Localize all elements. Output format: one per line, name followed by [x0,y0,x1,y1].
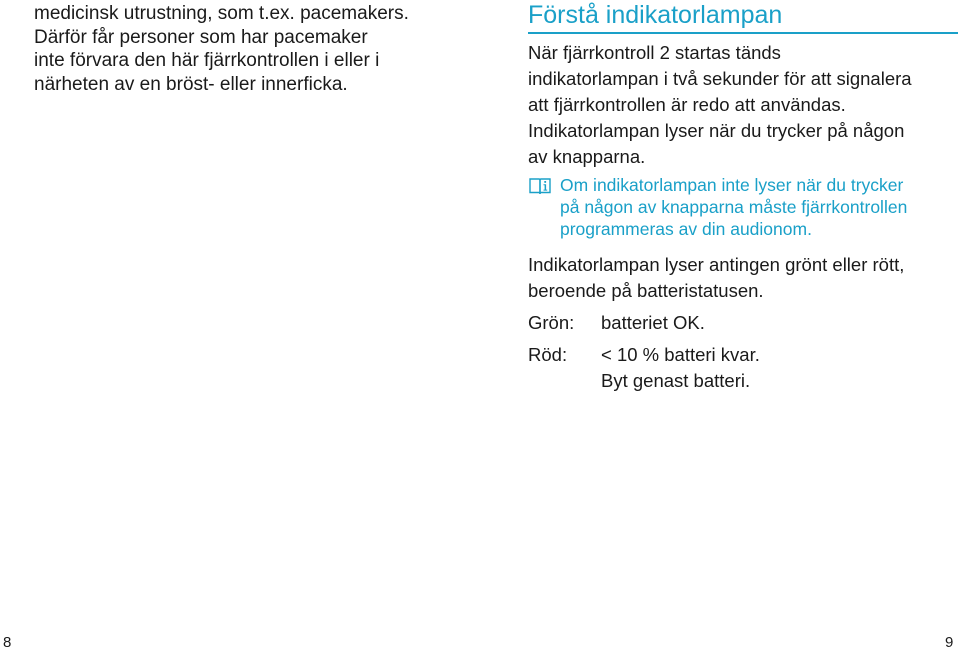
info-note [528,174,960,240]
status-value-line: Byt genast batteri. [601,370,751,391]
battery-status-list [528,310,960,394]
paragraph-line: av knapparna. [528,146,646,167]
info-book-icon [528,176,552,196]
paragraph-line: beroende på batteristatusen. [528,280,764,301]
page-number-left: 8 [3,634,12,651]
intro-paragraph [528,40,960,170]
title-divider [528,32,958,34]
battery-paragraph [528,252,960,304]
left-text-line: medicinsk utrustning, som t.ex. pacemakers. [34,3,409,24]
note-line: programmeras av din audionom. [560,219,812,239]
paragraph-line: att fjärrkontrollen är redo att användas. [528,94,846,115]
status-label: Röd: [528,344,568,365]
status-label: Grön: [528,312,575,333]
page-number-right: 9 [945,634,954,651]
left-column-text [34,2,454,96]
paragraph-line: När fjärrkontroll 2 startas tänds [528,42,781,63]
status-value [601,342,760,394]
note-line: Om indikatorlampan inte lyser när du trycker [560,175,904,195]
status-row-green [528,310,960,336]
indicator-section [528,0,960,400]
status-value-line: < 10 % batteri kvar. [601,344,760,365]
paragraph-line: indikatorlampan i två sekunder för att signalera [528,68,912,89]
status-value [601,310,705,336]
left-text-line: inte förvara den här fjärrkontrollen i eller i [34,50,380,71]
status-row-red [528,342,960,394]
left-text-line: Därför får personer som har pacemaker [34,26,368,48]
paragraph-line: Indikatorlampan lyser antingen grönt eller rött, [528,254,905,275]
left-text-line: närheten av en bröst- eller innerficka. [34,73,348,95]
section-title: Förstå indikatorlampan [528,1,783,29]
note-line: på någon av knapparna måste fjärrkontrollen [560,197,908,217]
status-value-line: batteriet OK. [601,312,705,333]
paragraph-line: Indikatorlampan lyser när du trycker på någon [528,120,905,141]
